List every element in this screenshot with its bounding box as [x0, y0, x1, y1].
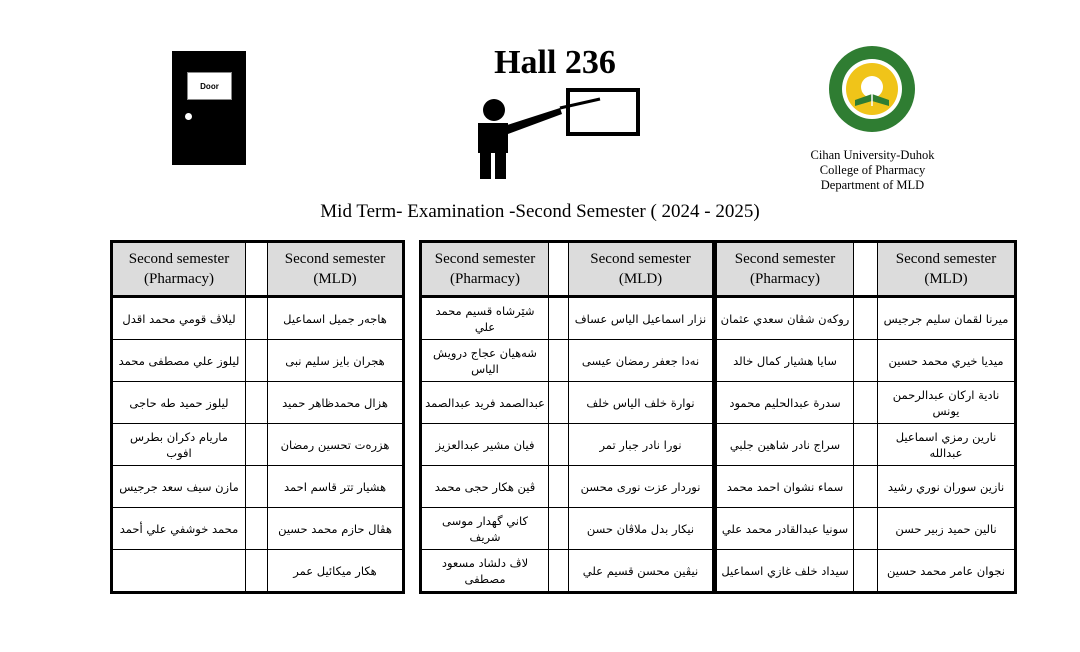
department-name: Department of MLD: [820, 178, 925, 192]
student-name: لاڤ دلشاد مسعود مصطفى: [421, 550, 549, 593]
student-name: ڤين هكار حجى محمد: [421, 466, 549, 508]
student-name: محمد خوشفي علي أحمد: [112, 508, 246, 550]
door-label: Door: [187, 72, 232, 100]
student-name: روكەن شڤان سعدي عثمان: [716, 297, 854, 340]
student-name: نازين سوران نوري رشيد: [878, 466, 1016, 508]
student-name: سراج نادر شاهين جلبي: [716, 424, 854, 466]
student-name: ماريام دكران بطرس افوب: [112, 424, 246, 466]
student-name: ليلوز علي مصطفى محمد: [112, 340, 246, 382]
hall-title: Hall 236: [494, 44, 616, 81]
header-mld: Second semester (MLD): [878, 242, 1016, 297]
seating-table-3: [714, 240, 1017, 594]
student-name: عبدالصمد فريد عبدالصمد: [421, 382, 549, 424]
student-name: ميديا خيري محمد حسين: [878, 340, 1016, 382]
header-pharmacy: Second semester (Pharmacy): [112, 242, 246, 297]
student-name: هاجەر جميل اسماعيل: [268, 297, 404, 340]
student-name: سايا هشيار كمال خالد: [716, 340, 854, 382]
header-pharmacy: Second semester (Pharmacy): [716, 242, 854, 297]
student-name: ليلوز حميد طه حاجى: [112, 382, 246, 424]
student-name: مازن سيف سعد جرجيس: [112, 466, 246, 508]
student-name: هزال محمدظاهر حميد: [268, 382, 404, 424]
seating-table-2: [419, 240, 715, 594]
header-pharmacy: Second semester (Pharmacy): [421, 242, 549, 297]
university-name: Cihan University-Duhok: [810, 148, 935, 162]
student-name: نيڤين محسن قسيم علي: [569, 550, 714, 593]
door-graphic: [172, 51, 246, 165]
student-name: نەدا جعفر رمضان عيسى: [569, 340, 714, 382]
student-name: نيكار بدل ملاڤان حسن: [569, 508, 714, 550]
student-name: فيان مشير عبدالعزيز: [421, 424, 549, 466]
student-name: هزرەت تحسين رمضان: [268, 424, 404, 466]
college-name: College of Pharmacy: [819, 163, 926, 177]
student-name: نزار اسماعيل الياس عساف: [569, 297, 714, 340]
student-name: ليلاڤ قومي محمد اقدل: [112, 297, 246, 340]
teacher-board-icon: [460, 86, 650, 196]
header-mld: Second semester (MLD): [569, 242, 714, 297]
student-name: نادية اركان عبدالرحمن يونس: [878, 382, 1016, 424]
student-name: سدرة عبدالحليم محمود: [716, 382, 854, 424]
student-name: نارين رمزي اسماعيل عبدالله: [878, 424, 1016, 466]
student-name: هكار ميكائيل عمر: [268, 550, 404, 593]
student-name: نالين حميد زبير حسن: [878, 508, 1016, 550]
exam-subtitle: Mid Term- Examination -Second Semester ( 2024 - 2025): [320, 201, 760, 222]
seating-table-1: [110, 240, 405, 594]
door-knob: [185, 113, 192, 120]
header-mld: Second semester (MLD): [268, 242, 404, 297]
student-name: نوردار عزت نورى محسن: [569, 466, 714, 508]
student-name: نجوان عامر محمد حسين: [878, 550, 1016, 593]
student-name: كاني گهدار موسى شريف: [421, 508, 549, 550]
student-name: سيداد خلف غازي اسماعيل: [716, 550, 854, 593]
student-name: شێرشاه قسيم محمد علي: [421, 297, 549, 340]
university-logo: [827, 44, 917, 134]
student-name: هشيار تتر قاسم احمد: [268, 466, 404, 508]
student-name: [112, 550, 246, 593]
university-info: [790, 148, 955, 193]
student-name: شەهيان عجاج درويش الياس: [421, 340, 549, 382]
student-name: ميرنا لقمان سليم جرجيس: [878, 297, 1016, 340]
student-name: هڤال حازم محمد حسين: [268, 508, 404, 550]
student-name: نورا نادر جبار تمر: [569, 424, 714, 466]
student-name: سونيا عبدالقادر محمد علي: [716, 508, 854, 550]
student-name: هجران بايز سليم نبى: [268, 340, 404, 382]
student-name: نوارة خلف الياس خلف: [569, 382, 714, 424]
student-name: سماء نشوان احمد محمد: [716, 466, 854, 508]
